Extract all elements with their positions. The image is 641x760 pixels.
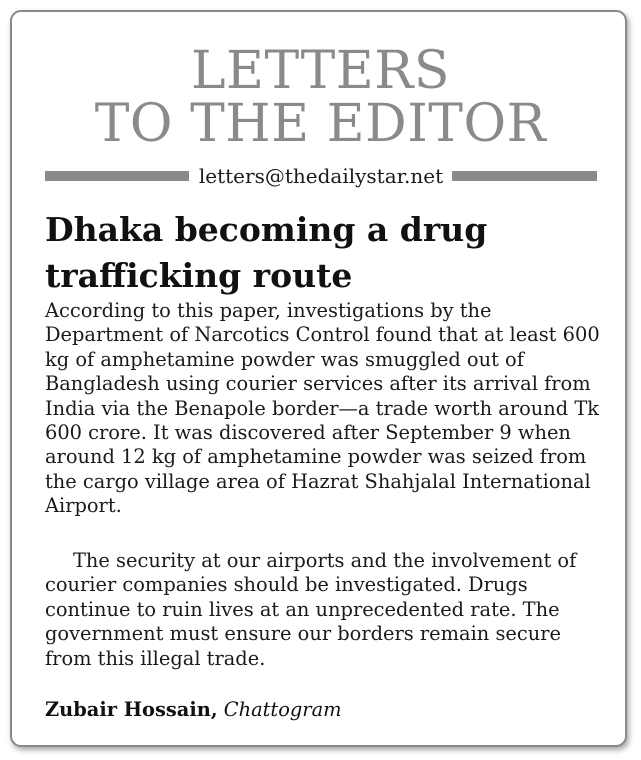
letter-headline-line1: Dhaka becoming a drug	[45, 210, 488, 249]
letter-byline	[45, 697, 342, 723]
author-name: Zubair Hossain,	[45, 698, 218, 721]
letter-paragraph-1: According to this paper, investigations by the Department of Narcotics Control found that at least 600 kg of amphetamine powder was smuggled out of Bangladesh using courier services after its arrival from India via the Benapole border—a trade worth around Tk 600 crore. It was discovered after September 9 when around 12 kg of amphetamine powder was seized from the cargo village area of Hazrat Shahjalal International Airport.	[45, 299, 600, 518]
letter-headline-line2: trafficking route	[45, 256, 353, 295]
masthead-title-line2: TO THE EDITOR	[94, 94, 547, 154]
masthead-rule-left	[45, 171, 189, 181]
author-location: Chattogram	[223, 698, 342, 721]
letter-paragraph-2: The security at our airports and the involvement of courier companies should be investigated. Drugs continue to ruin lives at an unprecedented rate. The government must ensure our borders remain secure from this illegal trade.	[45, 549, 577, 670]
masthead-title-line1: LETTERS	[190, 41, 451, 101]
masthead-rule-right	[452, 171, 597, 181]
editor-email: letters@thedailystar.net	[198, 164, 444, 188]
